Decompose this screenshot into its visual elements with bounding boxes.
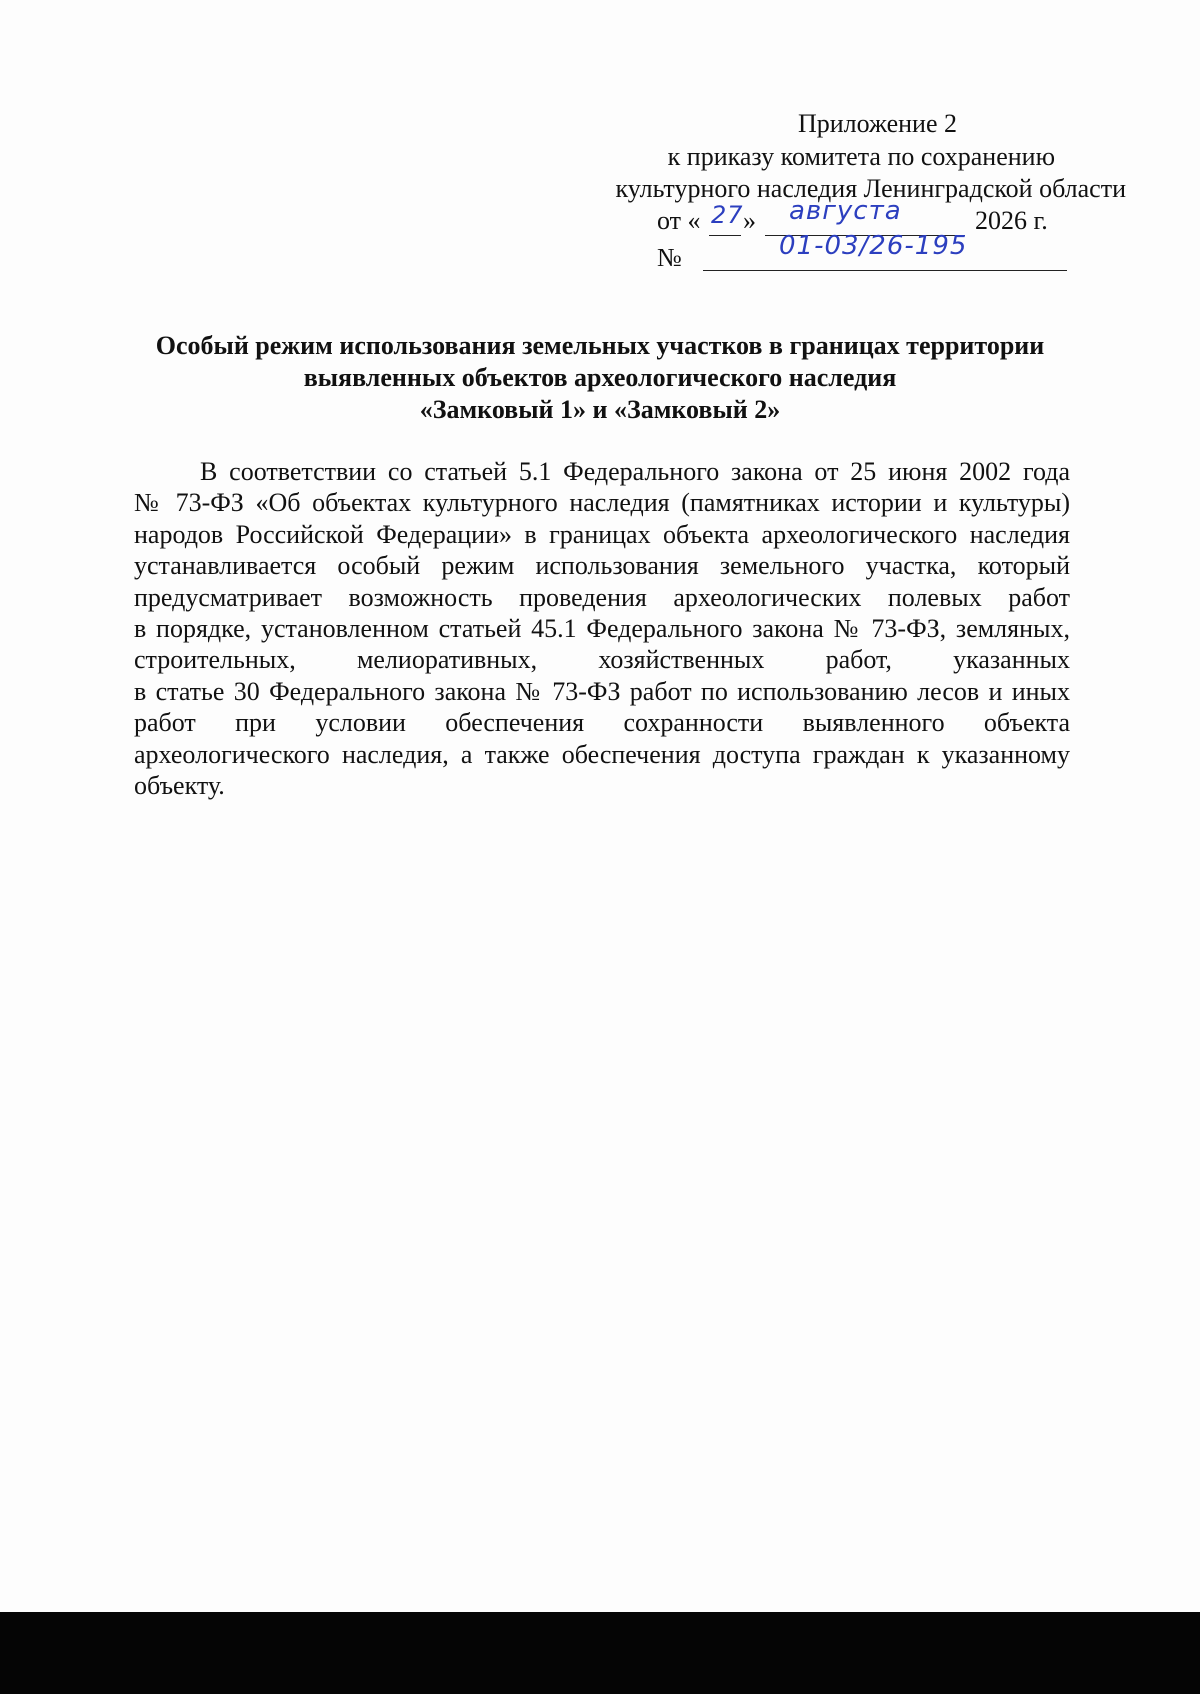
handwritten-month: августа [789,196,902,226]
paragraph-line: народов Российской Федерации» в границах объекта археологического наследия [134,519,1070,549]
paragraph-line: в порядке, установленном статьей 45.1 Федерального закона № 73-ФЗ, земляных, [134,613,1070,643]
paragraph-line: предусматривает возможность проведения археологических полевых работ [134,582,1070,612]
date-prefix: от « [657,206,701,235]
scan-bottom-border [0,1612,1200,1694]
order-reference-line: к приказу комитета по сохранению [667,142,1055,171]
paragraph-line: работ при условии обеспечения сохранности выявленного объекта [134,708,1070,738]
committee-name-line: культурного наследия Ленинградской области [615,174,1126,203]
paragraph-line: объекту. [134,770,225,800]
day-underline [709,235,741,236]
paragraph-line: в статье 30 Федерального закона № 73-ФЗ работ по использованию лесов и иных [134,676,1070,706]
paragraph-line: археологического наследия, а также обеспечения доступа граждан к указанному [134,739,1070,769]
body-paragraph [134,456,1070,801]
document-title-line-3: «Замковый 1» и «Замковый 2» [419,395,781,424]
paragraph-line: строительных, мелиоративных, хозяйственных работ, указанных [134,645,1070,675]
handwritten-number: 01-03/26-195 [779,231,968,261]
paragraph-line: устанавливается особый режим использования земельного участка, который [134,551,1070,581]
number-label: № [657,243,682,272]
paragraph-line: № 73-ФЗ «Об объектах культурного наследия (памятниках истории и культуры) [134,488,1070,518]
document-title-line-2: выявленных объектов археологического наследия [303,363,897,392]
paragraph-line: В соответствии со статьей 5.1 Федерального закона от 25 июня 2002 года [200,457,1070,486]
date-mid: » [743,206,756,235]
order-number-line [657,231,1067,278]
document-title-line-1: Особый режим использования земельных участков в границах территории [155,331,1045,360]
appendix-label: Приложение 2 [797,109,957,138]
handwritten-day: 27 [711,201,744,229]
number-underline [703,270,1067,271]
date-year: 2026 г. [975,206,1048,235]
